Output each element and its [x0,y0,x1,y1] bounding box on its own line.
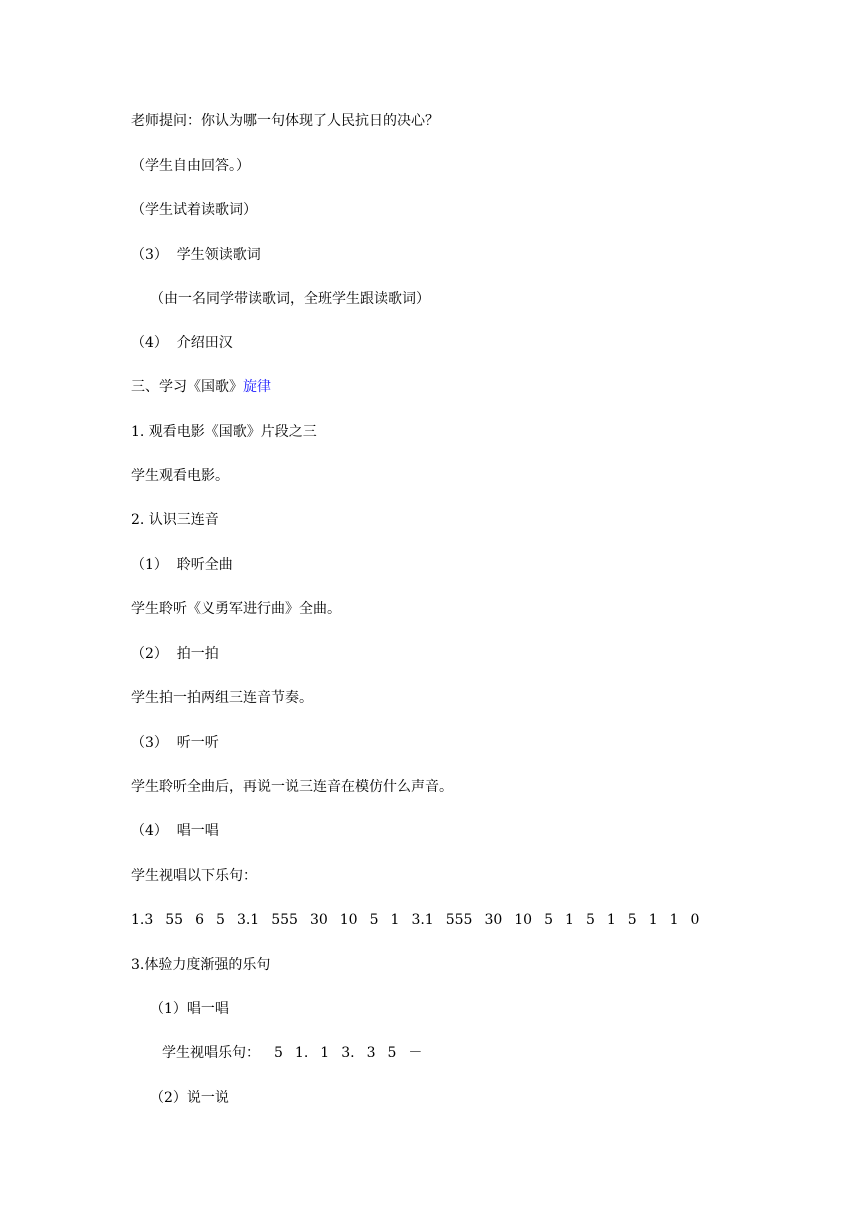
notation-token: 5 [627,912,637,928]
notation-token: 555 [271,912,298,928]
notation-sequence [131,910,711,930]
text-line: （学生自由回答。） [131,158,250,174]
crescendo-note: 3. [341,1045,355,1061]
crescendo-note: 5 [387,1045,397,1061]
text-line: 学生拍一拍两组三连音节奏。 [131,690,313,706]
notation-token: 30 [484,912,503,928]
text-line: 学生观看电影。 [131,468,229,484]
melody-link[interactable]: 旋律 [243,379,271,395]
text-line: （1）唱一唱 [150,1001,229,1017]
notation-token: 5 [369,912,379,928]
crescendo-line [162,1043,434,1063]
text-line: （4） 唱一唱 [131,823,219,839]
text-line: 学生聆听《义勇军进行曲》全曲。 [131,601,341,617]
crescendo-note: 1 [320,1045,330,1061]
notation-token: 1 [648,912,658,928]
text-line: 学生聆听全曲后，再说一说三连音在模仿什么声音。 [131,779,453,795]
text-line: （学生试着读歌词） [131,202,257,218]
notation-token: 3.1 [411,912,434,928]
crescendo-label: 学生视唱乐句： [162,1045,260,1061]
notation-token: 55 [165,912,184,928]
crescendo-note: － [408,1045,423,1061]
text-line: （2）说一说 [150,1090,229,1106]
crescendo-note: 5 [274,1045,283,1061]
notation-token: 1 [669,912,679,928]
text-line: （3） 听一听 [131,735,219,751]
notation-token: 5 [216,912,225,928]
notation-token: 10 [339,912,358,928]
notation-token: 5 [544,912,554,928]
text-line: （4） 介绍田汉 [131,335,233,351]
text-line: 1. 观看电影《国歌》片段之三 [131,424,317,440]
notation-token: 6 [195,912,205,928]
notation-token: 1 [606,912,616,928]
notation-token: 1 [390,912,400,928]
text-line: （由一名同学带读歌词，全班学生跟读歌词） [150,291,430,307]
notation-token: 3.1 [236,912,260,928]
text-line: 2. 认识三连音 [131,512,219,528]
notation-token: 10 [514,912,533,928]
crescendo-notes [274,1043,434,1063]
section-heading [131,377,271,397]
text-line: 3.体验力度渐强的乐句 [131,957,271,973]
notation-token: 1 [565,912,574,928]
notation-token: 555 [445,912,473,928]
notation-token: 0 [690,912,700,928]
text-line: 老师提问：你认为哪一句体现了人民抗日的决心？ [131,113,439,129]
notation-token: 1.3 [131,912,154,928]
notation-token: 30 [309,912,328,928]
text-line: 学生视唱以下乐句： [131,868,257,884]
text-line: （3） 学生领读歌词 [131,247,261,263]
notation-token: 5 [585,912,595,928]
section-heading-text: 三、学习《国歌》 [131,379,243,395]
text-line: （2） 拍一拍 [131,646,219,662]
crescendo-note: 1. [294,1045,309,1061]
crescendo-note: 3 [366,1045,376,1061]
text-line: （1） 聆听全曲 [131,557,233,573]
